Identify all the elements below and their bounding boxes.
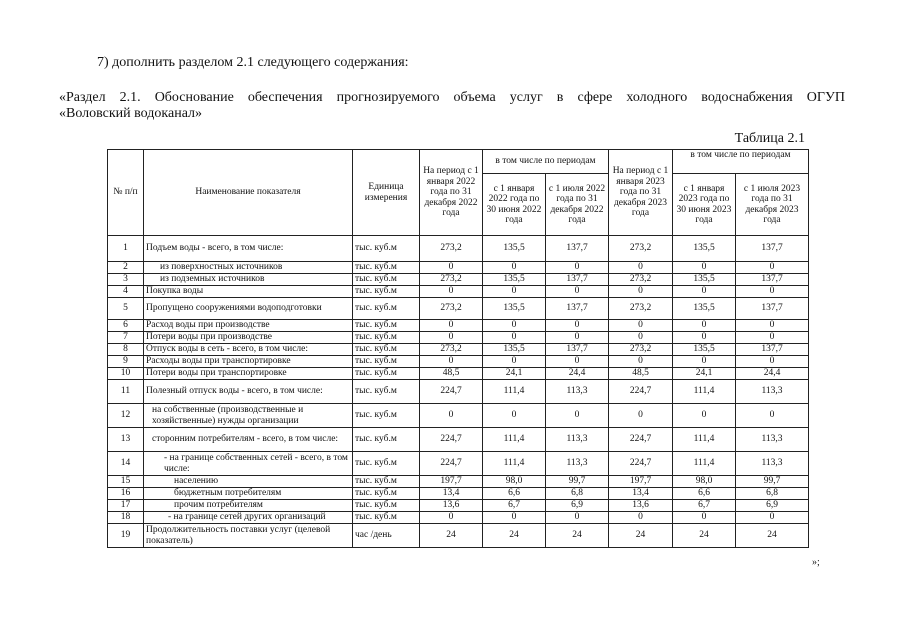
indicator-name: бюджетным потребителям [144, 488, 353, 500]
table-row [108, 236, 809, 262]
value-cell: 0 [673, 332, 736, 344]
indicator-unit: тыс. куб.м [353, 356, 420, 368]
table-row [108, 320, 809, 332]
table-caption: Таблица 2.1 [734, 131, 805, 146]
row-number: 12 [108, 404, 144, 428]
table-row [108, 476, 809, 488]
table-row [108, 274, 809, 286]
indicator-unit: тыс. куб.м [353, 298, 420, 320]
row-number: 17 [108, 500, 144, 512]
indicator-unit: тыс. куб.м [353, 452, 420, 476]
header-unit: Единица измерения [353, 150, 420, 236]
indicator-name: - на границе собственных сетей - всего, в том числе: [144, 452, 353, 476]
indicator-name: - на границе сетей других организаций [144, 512, 353, 524]
indicator-name: Расходы воды при транспортировке [144, 356, 353, 368]
indicator-name: прочим потребителям [144, 500, 353, 512]
row-number: 10 [108, 368, 144, 380]
value-cell: 0 [483, 512, 546, 524]
value-cell: 135,5 [483, 298, 546, 320]
row-number: 8 [108, 344, 144, 356]
value-cell: 113,3 [736, 428, 809, 452]
value-cell: 48,5 [420, 368, 483, 380]
value-cell: 0 [483, 332, 546, 344]
value-cell: 0 [420, 332, 483, 344]
value-cell: 0 [736, 286, 809, 298]
table-row [108, 356, 809, 368]
value-cell: 0 [546, 286, 609, 298]
row-number: 4 [108, 286, 144, 298]
header-num: № п/п [108, 150, 144, 236]
indicator-unit: тыс. куб.м [353, 274, 420, 286]
value-cell: 13,4 [420, 488, 483, 500]
table-row [108, 428, 809, 452]
row-number: 15 [108, 476, 144, 488]
value-cell: 224,7 [420, 452, 483, 476]
value-cell: 0 [483, 262, 546, 274]
value-cell: 0 [736, 262, 809, 274]
header-name: Наименование показателя [144, 150, 353, 236]
value-cell: 6,8 [736, 488, 809, 500]
value-cell: 137,7 [736, 236, 809, 262]
header-h2-2022: с 1 июля 2022 года по 31 декабря 2022 года [546, 174, 609, 236]
value-cell: 6,7 [673, 500, 736, 512]
value-cell: 0 [609, 286, 673, 298]
indicator-name: из подземных источников [144, 274, 353, 286]
value-cell: 24 [420, 524, 483, 548]
header-period-2023: На период с 1 января 2023 года по 31 декабря 2023 года [609, 150, 673, 236]
indicator-name: на собственные (производственные и хозяйственные) нужды организации [144, 404, 353, 428]
row-number: 9 [108, 356, 144, 368]
indicator-name: Пропущено сооружениями водоподготовки [144, 298, 353, 320]
value-cell: 0 [546, 404, 609, 428]
value-cell: 0 [609, 320, 673, 332]
value-cell: 0 [609, 512, 673, 524]
value-cell: 6,6 [673, 488, 736, 500]
value-cell: 0 [420, 356, 483, 368]
indicator-unit: тыс. куб.м [353, 262, 420, 274]
value-cell: 0 [609, 332, 673, 344]
value-cell: 24 [609, 524, 673, 548]
header-sub-2022: в том числе по периодам [483, 150, 609, 174]
table-row [108, 286, 809, 298]
value-cell: 0 [420, 512, 483, 524]
value-cell: 0 [609, 404, 673, 428]
row-number: 2 [108, 262, 144, 274]
value-cell: 224,7 [609, 380, 673, 404]
value-cell: 135,5 [673, 236, 736, 262]
value-cell: 24 [483, 524, 546, 548]
value-cell: 135,5 [673, 298, 736, 320]
value-cell: 0 [483, 320, 546, 332]
indicator-name: Продолжительность поставки услуг (целевой показатель) [144, 524, 353, 548]
value-cell: 24 [546, 524, 609, 548]
value-cell: 273,2 [609, 344, 673, 356]
value-cell: 137,7 [736, 344, 809, 356]
value-cell: 0 [673, 404, 736, 428]
indicator-unit: тыс. куб.м [353, 380, 420, 404]
value-cell: 13,6 [609, 500, 673, 512]
value-cell: 6,9 [736, 500, 809, 512]
value-cell: 98,0 [673, 476, 736, 488]
table-row [108, 368, 809, 380]
value-cell: 24,4 [736, 368, 809, 380]
row-number: 13 [108, 428, 144, 452]
value-cell: 0 [546, 356, 609, 368]
value-cell: 99,7 [546, 476, 609, 488]
value-cell: 0 [609, 262, 673, 274]
value-cell: 0 [483, 356, 546, 368]
row-number: 5 [108, 298, 144, 320]
value-cell: 0 [420, 262, 483, 274]
value-cell: 13,4 [609, 488, 673, 500]
value-cell: 273,2 [420, 274, 483, 286]
table-row [108, 452, 809, 476]
value-cell: 24,1 [673, 368, 736, 380]
value-cell: 113,3 [546, 428, 609, 452]
value-cell: 137,7 [736, 298, 809, 320]
value-cell: 24,4 [546, 368, 609, 380]
indicator-name: Расход воды при производстве [144, 320, 353, 332]
value-cell: 0 [420, 286, 483, 298]
indicator-unit: тыс. куб.м [353, 488, 420, 500]
indicator-name: из поверхностных источников [144, 262, 353, 274]
value-cell: 0 [609, 356, 673, 368]
indicator-unit: тыс. куб.м [353, 320, 420, 332]
value-cell: 113,3 [736, 380, 809, 404]
row-number: 11 [108, 380, 144, 404]
value-cell: 273,2 [420, 298, 483, 320]
header-h2-2023: с 1 июля 2023 года по 31 декабря 2023 года [736, 174, 809, 236]
value-cell: 13,6 [420, 500, 483, 512]
row-number: 1 [108, 236, 144, 262]
row-number: 14 [108, 452, 144, 476]
value-cell: 111,4 [483, 380, 546, 404]
row-number: 16 [108, 488, 144, 500]
indicators-table [107, 149, 809, 548]
value-cell: 0 [736, 320, 809, 332]
value-cell: 135,5 [483, 274, 546, 286]
indicator-unit: тыс. куб.м [353, 476, 420, 488]
value-cell: 273,2 [609, 236, 673, 262]
header-h1-2023: с 1 января 2023 года по 30 июня 2023 года [673, 174, 736, 236]
value-cell: 0 [546, 320, 609, 332]
value-cell: 224,7 [609, 428, 673, 452]
indicator-unit: тыс. куб.м [353, 368, 420, 380]
row-number: 7 [108, 332, 144, 344]
value-cell: 0 [483, 286, 546, 298]
value-cell: 137,7 [546, 344, 609, 356]
value-cell: 0 [673, 286, 736, 298]
value-cell: 273,2 [420, 344, 483, 356]
indicator-name: Подъем воды - всего, в том числе: [144, 236, 353, 262]
value-cell: 6,9 [546, 500, 609, 512]
value-cell: 0 [736, 512, 809, 524]
indicator-name: Потери воды при производстве [144, 332, 353, 344]
table-row [108, 262, 809, 274]
section-title-line1: «Раздел 2.1. Обоснование обеспечения прогнозируемого объема услуг в сфере холодного водоснабжения ОГУП [59, 90, 845, 105]
value-cell: 113,3 [546, 380, 609, 404]
value-cell: 6,6 [483, 488, 546, 500]
table-row [108, 500, 809, 512]
table-row [108, 344, 809, 356]
indicator-name: сторонним потребителям - всего, в том числе: [144, 428, 353, 452]
row-number: 18 [108, 512, 144, 524]
value-cell: 0 [736, 356, 809, 368]
value-cell: 111,4 [483, 452, 546, 476]
value-cell: 99,7 [736, 476, 809, 488]
indicator-unit: тыс. куб.м [353, 236, 420, 262]
value-cell: 197,7 [609, 476, 673, 488]
value-cell: 224,7 [609, 452, 673, 476]
table-row [108, 404, 809, 428]
indicator-unit: тыс. куб.м [353, 404, 420, 428]
value-cell: 224,7 [420, 428, 483, 452]
value-cell: 0 [546, 512, 609, 524]
value-cell: 273,2 [609, 298, 673, 320]
row-number: 3 [108, 274, 144, 286]
value-cell: 24 [673, 524, 736, 548]
header-sub-2023: в том числе по периодам [673, 150, 809, 174]
value-cell: 111,4 [673, 428, 736, 452]
value-cell: 273,2 [609, 274, 673, 286]
indicator-unit: тыс. куб.м [353, 512, 420, 524]
row-number: 19 [108, 524, 144, 548]
value-cell: 137,7 [546, 298, 609, 320]
value-cell: 135,5 [673, 344, 736, 356]
value-cell: 0 [673, 320, 736, 332]
value-cell: 111,4 [483, 428, 546, 452]
value-cell: 0 [673, 512, 736, 524]
value-cell: 48,5 [609, 368, 673, 380]
value-cell: 0 [736, 404, 809, 428]
value-cell: 6,7 [483, 500, 546, 512]
row-number: 6 [108, 320, 144, 332]
table-row [108, 488, 809, 500]
header-h1-2022: с 1 января 2022 года по 30 июня 2022 года [483, 174, 546, 236]
value-cell: 137,7 [546, 236, 609, 262]
table-row [108, 524, 809, 548]
indicator-name: Полезный отпуск воды - всего, в том числе: [144, 380, 353, 404]
indicator-unit: тыс. куб.м [353, 286, 420, 298]
value-cell: 0 [420, 404, 483, 428]
indicator-name: Потери воды при транспортировке [144, 368, 353, 380]
value-cell: 111,4 [673, 452, 736, 476]
value-cell: 0 [483, 404, 546, 428]
table-row [108, 332, 809, 344]
value-cell: 113,3 [736, 452, 809, 476]
value-cell: 137,7 [546, 274, 609, 286]
indicator-unit: тыс. куб.м [353, 332, 420, 344]
indicator-unit: тыс. куб.м [353, 500, 420, 512]
indicator-name: населению [144, 476, 353, 488]
value-cell: 6,8 [546, 488, 609, 500]
value-cell: 111,4 [673, 380, 736, 404]
closing-quote: »; [812, 557, 820, 568]
header-period-2022: На период с 1 января 2022 года по 31 декабря 2022 года [420, 150, 483, 236]
intro-paragraph: 7) дополнить разделом 2.1 следующего содержания: [97, 55, 409, 70]
table-row [108, 298, 809, 320]
indicator-unit: час /день [353, 524, 420, 548]
value-cell: 135,5 [673, 274, 736, 286]
value-cell: 24 [736, 524, 809, 548]
value-cell: 0 [420, 320, 483, 332]
indicator-unit: тыс. куб.м [353, 344, 420, 356]
value-cell: 135,5 [483, 344, 546, 356]
indicator-name: Отпуск воды в сеть - всего, в том числе: [144, 344, 353, 356]
value-cell: 135,5 [483, 236, 546, 262]
value-cell: 0 [673, 262, 736, 274]
value-cell: 0 [673, 356, 736, 368]
indicator-unit: тыс. куб.м [353, 428, 420, 452]
table-row [108, 380, 809, 404]
value-cell: 197,7 [420, 476, 483, 488]
value-cell: 0 [546, 262, 609, 274]
value-cell: 113,3 [546, 452, 609, 476]
section-title-line2: «Воловский водоканал» [59, 106, 203, 121]
table-row [108, 512, 809, 524]
indicator-name: Покупка воды [144, 286, 353, 298]
value-cell: 98,0 [483, 476, 546, 488]
value-cell: 0 [736, 332, 809, 344]
value-cell: 273,2 [420, 236, 483, 262]
value-cell: 0 [546, 332, 609, 344]
value-cell: 224,7 [420, 380, 483, 404]
value-cell: 137,7 [736, 274, 809, 286]
value-cell: 24,1 [483, 368, 546, 380]
